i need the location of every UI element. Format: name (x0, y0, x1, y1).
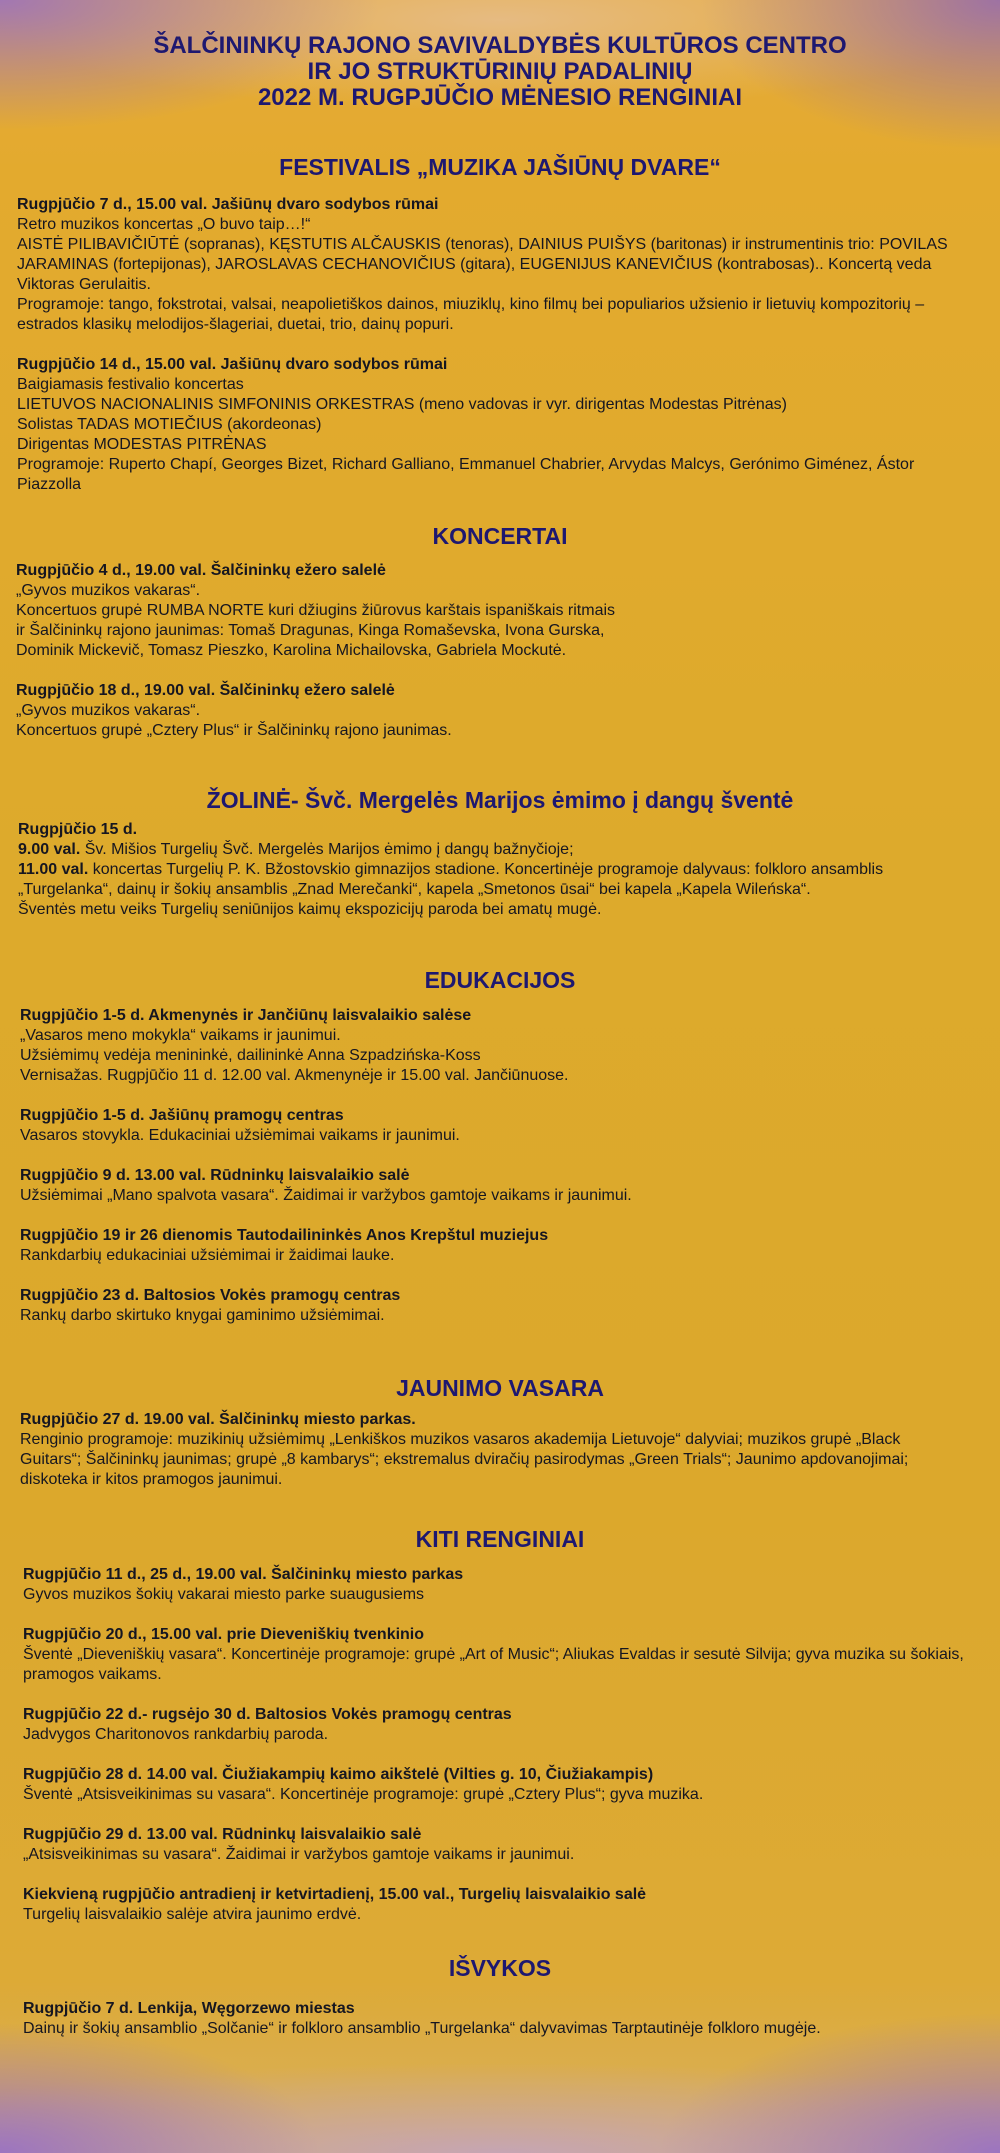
event-line: ir Šalčininkų rajono jaunimas: Tomaš Dragunas, Kinga Romaševska, Ivona Gurska, (16, 622, 605, 639)
event-line: AISTĖ PILIBAVIČIŪTĖ (sopranas), KĘSTUTIS ALČAUSKIS (tenoras), DAINIUS PUIŠYS (baritonas) ir instrumentinis trio: POVILAS (17, 236, 948, 253)
other-section (23, 1565, 995, 1925)
event-line: estrados klasikų melodijos-šlageriai, duetai, trio, dainų popuri. (17, 316, 454, 333)
event-line: Užsiėmimų vedėja menininkė, dailininkė Anna Szpadzińska-Koss (20, 1047, 481, 1064)
event-line: Vernisažas. Rugpjūčio 11 d. 12.00 val. Akmenynėje ir 15.00 val. Jančiūnuose. (20, 1067, 569, 1084)
header-line-2: IR JO STRUKTŪRINIŲ PADALINIŲ (307, 58, 693, 85)
event-when: Rugpjūčio 7 d. Lenkija, Węgorzewo miestas (23, 2000, 355, 2017)
event-line: Turgelių laisvalaikio salėje atvira jaunimo erdvė. (23, 1906, 362, 1923)
header-line-1: ŠALČININKŲ RAJONO SAVIVALDYBĖS KULTŪROS CENTRO (153, 32, 847, 59)
event-line: Piazzolla (17, 476, 82, 493)
event-line: Šv. Mišios Turgelių Švč. Mergelės Marijos ėmimo į dangų bažnyčioje; (80, 841, 574, 858)
education-section (20, 1006, 990, 1326)
other-event-3 (23, 1705, 995, 1745)
event-line: „Gyvos muzikos vakaras“. (16, 702, 201, 719)
event-line: JARAMINAS (fortepijonas), JAROSLAVAS CECHANOVIČIUS (gitara), EUGENIJUS KANEVIČIUS (kontrabosas).. Koncertą veda (17, 256, 932, 273)
event-when: Rugpjūčio 28 d. 14.00 val. Čiužiakampių kaimo aikštelė (Vilties g. 10, Čiužiakampis) (23, 1766, 654, 1783)
concerts-section (16, 561, 991, 741)
education-event-5 (20, 1286, 990, 1326)
other-event-5 (23, 1825, 995, 1865)
education-event-3 (20, 1166, 990, 1206)
event-line: Baigiamasis festivalio koncertas (17, 376, 244, 393)
other-event-1 (23, 1565, 995, 1605)
event-line: Programoje: Ruperto Chapí, Georges Bizet, Richard Galliano, Emmanuel Chabrier, Arvydas Malcys, Gerónimo Giménez, Ástor (17, 456, 915, 473)
education-event-4 (20, 1226, 990, 1266)
festival-section (17, 195, 992, 495)
concert-event-2 (16, 681, 991, 741)
page-header (0, 33, 1000, 111)
event-when: Rugpjūčio 15 d. (18, 821, 138, 838)
event-when: Rugpjūčio 7 d., 15.00 val. Jašiūnų dvaro sodybos rūmai (17, 196, 439, 213)
event-when: Kiekvieną rugpjūčio antradienį ir ketvirtadienį, 15.00 val., Turgelių laisvalaikio salė (23, 1886, 647, 1903)
event-when: Rugpjūčio 1-5 d. Jašiūnų pramogų centras (20, 1107, 344, 1124)
festival-event-2 (17, 355, 992, 495)
youth-section (20, 1410, 990, 1490)
trips-title: IŠVYKOS (448, 1955, 552, 1981)
event-line: Šventė „Atsisveikinimas su vasara“. Koncertinėje programoje: grupė „Cztery Plus“; gyva muzika. (23, 1786, 704, 1803)
festival-title: FESTIVALIS „MUZIKA JAŠIŪNŲ DVARE“ (279, 154, 721, 180)
event-line: Gyvos muzikos šokių vakarai miesto parke suaugusiems (23, 1586, 425, 1603)
event-when: Rugpjūčio 23 d. Baltosios Vokės pramogų centras (20, 1287, 401, 1304)
event-when: Rugpjūčio 14 d., 15.00 val. Jašiūnų dvaro sodybos rūmai (17, 356, 448, 373)
event-when: Rugpjūčio 4 d., 19.00 val. Šalčininkų ežero salelė (16, 562, 386, 579)
event-when: Rugpjūčio 20 d., 15.00 val. prie Dieveniškių tvenkinio (23, 1626, 425, 1643)
event-time: 11.00 val. (18, 861, 89, 878)
event-line: Renginio programoje: muzikinių užsiėmimų „Lenkiškos muzikos vasaros akademija Lietuvoje“ dalyviai; muzikos grupė „Black (20, 1431, 901, 1448)
event-when: Rugpjūčio 19 ir 26 dienomis Tautodailininkės Anos Krepštul muziejus (20, 1227, 549, 1244)
event-when: Rugpjūčio 18 d., 19.00 val. Šalčininkų ežero salelė (16, 682, 395, 699)
event-line: Jadvygos Charitonovos rankdarbių paroda. (23, 1726, 329, 1743)
event-line: „Atsisveikinimas su vasara“. Žaidimai ir varžybos gamtoje vaikams ir jaunimui. (23, 1846, 575, 1863)
event-line: Rankdarbių edukaciniai užsiėmimai ir žaidimai lauke. (20, 1247, 395, 1264)
education-event-1 (20, 1006, 990, 1086)
event-line: LIETUVOS NACIONALINIS SIMFONINIS ORKESTRAS (meno vadovas ir vyr. dirigentas Modestas Pitrėnas) (17, 396, 788, 413)
event-when: Rugpjūčio 9 d. 13.00 val. Rūdninkų laisvalaikio salė (20, 1167, 410, 1184)
other-event-6 (23, 1885, 995, 1925)
event-when: Rugpjūčio 11 d., 25 d., 19.00 val. Šalčininkų miesto parkas (23, 1566, 464, 1583)
event-line: Rankų darbo skirtuko knygai gaminimo užsiėmimai. (20, 1307, 385, 1324)
event-when: Rugpjūčio 29 d. 13.00 val. Rūdninkų laisvalaikio salė (23, 1826, 422, 1843)
event-line: pramogos vaikams. (23, 1666, 162, 1683)
event-time: 9.00 val. (18, 841, 81, 858)
event-when: Rugpjūčio 1-5 d. Akmenynės ir Jančiūnų laisvalaikio salėse (20, 1007, 472, 1024)
event-line: Programoje: tango, fokstrotai, valsai, neapolietiškos dainos, miuziklų, kino filmų bei populiarios užsienio ir lietuvių kompozitorių – (17, 296, 925, 313)
concert-event-1 (16, 561, 991, 661)
event-line: Šventė „Dieveniškių vasara“. Koncertinėje programoje: grupė „Art of Music“; Aliukas Evaldas ir sesutė Silvija; gyva muzika su šokiais, (23, 1646, 964, 1663)
event-line: Dainų ir šokių ansamblio „Solčanie“ ir folkloro ansamblio „Turgelanka“ dalyvavimas Tarptautinėje folkloro mugėje. (23, 2020, 821, 2037)
education-event-2 (20, 1106, 990, 1146)
festival-event-1 (17, 195, 992, 335)
event-line: Retro muzikos koncertas „O buvo taip…!“ (17, 216, 311, 233)
other-event-2 (23, 1625, 995, 1685)
event-line: Dominik Mickevič, Tomasz Pieszko, Karolina Michailovska, Gabriela Mockutė. (16, 642, 567, 659)
event-line: Užsiėmimai „Mano spalvota vasara“. Žaidimai ir varžybos gamtoje vaikams ir jaunimui. (20, 1187, 632, 1204)
concerts-title: KONCERTAI (432, 523, 568, 549)
zoline-title: ŽOLINĖ- Švč. Mergelės Marijos ėmimo į dangų šventė (206, 787, 794, 813)
trips-section (23, 1999, 993, 2039)
event-line: Koncertuos grupė „Cztery Plus“ ir Šalčininkų rajono jaunimas. (16, 722, 452, 739)
event-line: Solistas TADAS MOTIEČIUS (akordeonas) (17, 416, 322, 433)
event-line: „Vasaros meno mokykla“ vaikams ir jaunimui. (20, 1027, 341, 1044)
event-line: Dirigentas MODESTAS PITRĖNAS (17, 436, 267, 453)
event-line: Šventės metu veiks Turgelių seniūnijos kaimų ekspozicijų paroda bei amatų mugė. (18, 901, 602, 918)
youth-title: JAUNIMO VASARA (396, 1375, 604, 1401)
event-line: Vasaros stovykla. Edukaciniai užsiėmimai vaikams ir jaunimui. (20, 1127, 460, 1144)
event-line: Viktoras Gerulaitis. (17, 276, 151, 293)
other-title: KITI RENGINIAI (415, 1526, 585, 1552)
event-line: koncertas Turgelių P. K. Bžostovskio gimnazijos stadione. Koncertinėje programoje dalyvaus: folkloro ansamblis (88, 861, 884, 878)
event-line: diskoteka ir kitos pramogos jaunimui. (20, 1471, 283, 1488)
event-line: „Turgelanka“, dainų ir šokių ansamblis „Znad Merečanki“, kapela „Smetonos ūsai“ bei kapela „Kapela Wileńska“. (18, 881, 811, 898)
event-when: Rugpjūčio 27 d. 19.00 val. Šalčininkų miesto parkas. (20, 1411, 416, 1428)
event-line: Koncertuos grupė RUMBA NORTE kuri džiugins žiūrovus karštais ispaniškais ritmais (16, 602, 616, 619)
education-title: EDUKACIJOS (424, 967, 576, 993)
other-event-4 (23, 1765, 995, 1805)
event-line: „Gyvos muzikos vakaras“. (16, 582, 201, 599)
event-when: Rugpjūčio 22 d.- rugsėjo 30 d. Baltosios Vokės pramogų centras (23, 1706, 512, 1723)
event-line: Guitars“; Šalčininkų jaunimas; grupė „8 kambarys“; ekstremalus dviračių pasirodymas „Green Trials“; Jaunimo apdovanojimai; (20, 1451, 909, 1468)
zoline-section (18, 820, 993, 920)
header-line-3: 2022 M. RUGPJŪČIO MĖNESIO RENGINIAI (257, 84, 743, 111)
